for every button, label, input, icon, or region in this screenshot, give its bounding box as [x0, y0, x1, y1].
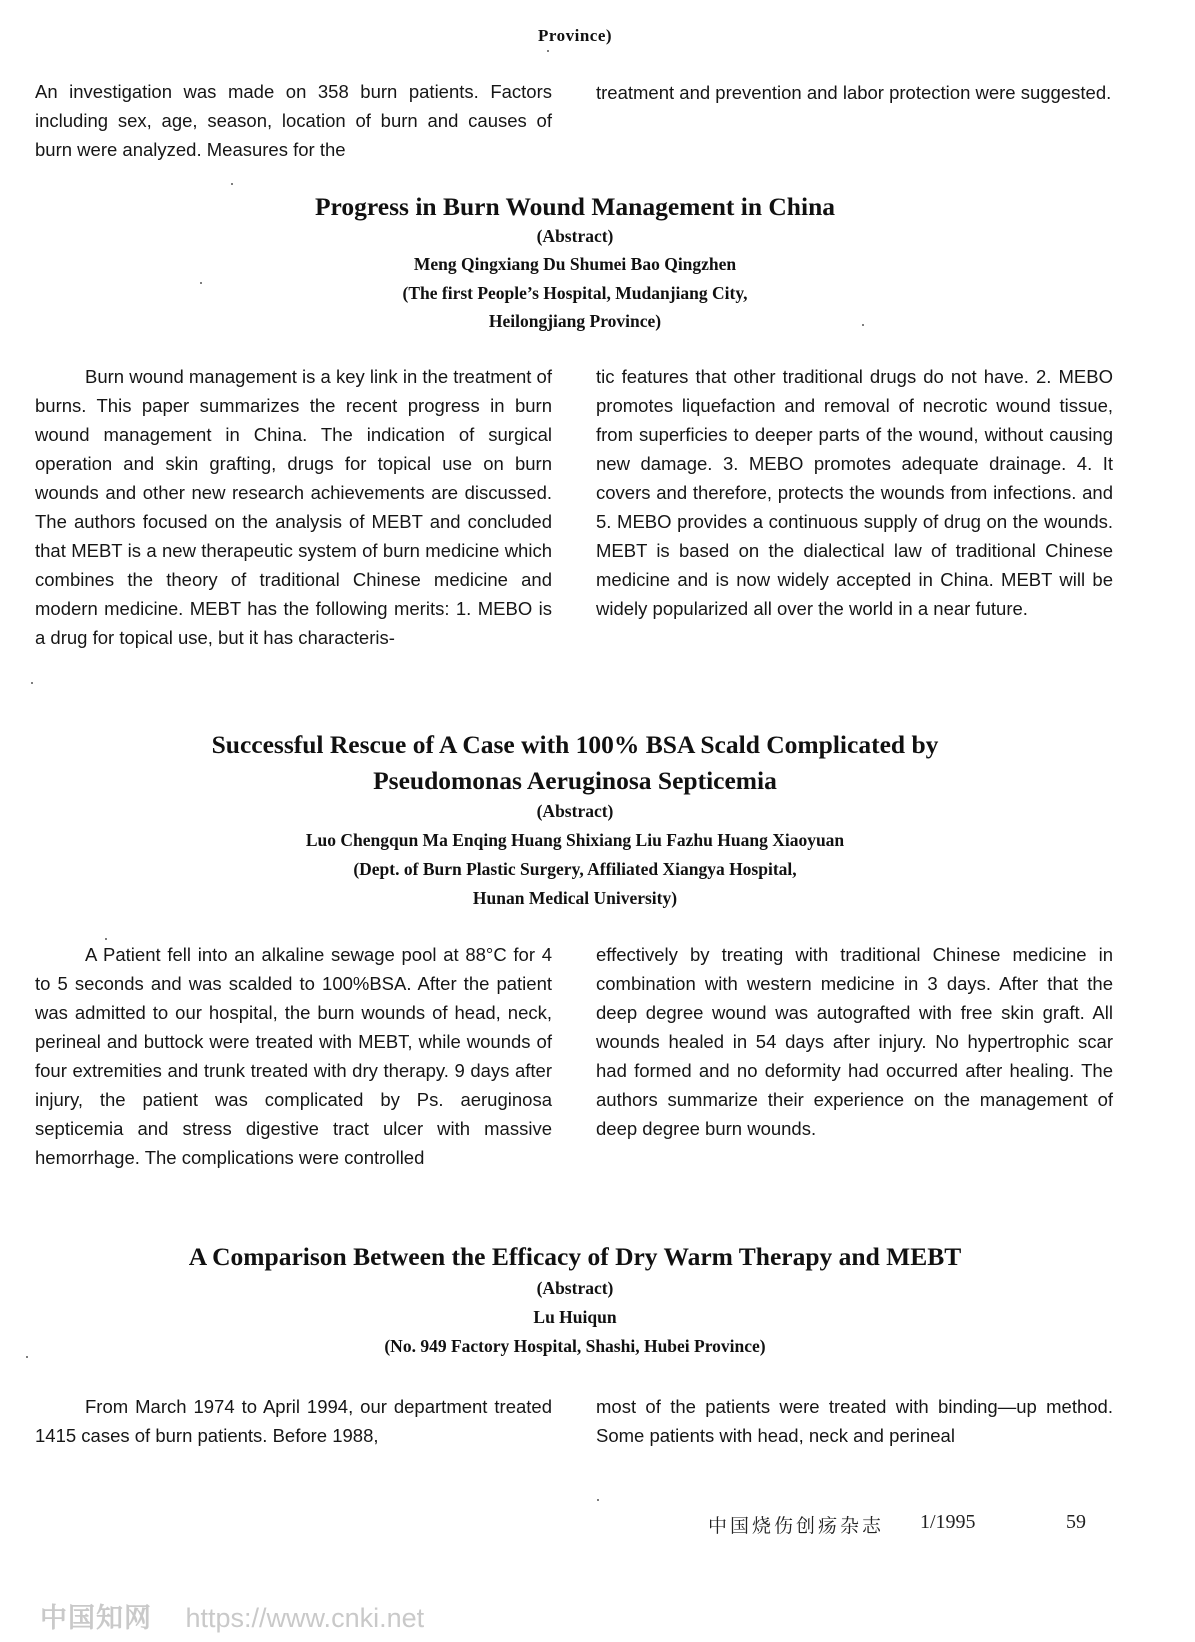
footer-page-number: 59: [1066, 1511, 1086, 1533]
article-2-abstract-right-column: effectively by treating with traditional Chinese medicine in combination with western medicine in 3 days. After that the deep degree wound was autografted with free skin graft. All wounds healed in 54 days after injury. No hypertrophic scar had formed and no deformity had occurred after healing. The authors summarize their experience on the management of deep degree burn wounds.: [596, 944, 1113, 1139]
article-1-affiliation-line-2: Heilongjiang Province): [488, 311, 662, 331]
footer-issue: 1/1995: [920, 1511, 976, 1533]
scan-speck: [31, 682, 33, 684]
previous-article-affiliation-tail: Province): [537, 26, 613, 45]
article-2-title-line-2: Pseudomonas Aeruginosa Septicemia: [373, 766, 777, 795]
scan-speck: [105, 938, 107, 940]
article-1-abstract-left-column: Burn wound management is a key link in the treatment of burns. This paper summarizes the recent progress in burn wound management in China. The indication of surgical operation and skin grafting, drugs for topical use on burn wounds and other new research achievements are discussed. The authors focused on the analysis of MEBT and concluded that MEBT is a new therapeutic system of burn medicine which combines the theory of traditional Chinese medicine and modern medicine. MEBT has the following merits: 1. MEBO is a drug for topical use, but it has characteris-: [35, 366, 552, 648]
article-3-title: A Comparison Between the Efficacy of Dry Warm Therapy and MEBT: [188, 1242, 962, 1271]
article-2-abstract-label: (Abstract): [536, 801, 614, 821]
article-1-abstract-label: (Abstract): [536, 226, 614, 246]
watermark-logo: 中国知网: [40, 1603, 152, 1634]
watermark-url: https://www.cnki.net: [185, 1603, 425, 1633]
article-1-abstract-right-column: tic features that other traditional drugs do not have. 2. MEBO promotes liquefaction and removal of necrotic wound tissue, from superficies to deeper parts of the wound, without causing new damage. 3. MEBO promotes adequate drainage. 4. It covers and therefore, protects the wounds from infections. and 5. MEBO provides a continuous supply of drug on the wounds. MEBT is based on the dialectical law of traditional Chinese medicine and is now widely accepted in China. MEBT will be widely popularized all over the world in a near future.: [596, 366, 1113, 619]
article-2-abstract-left-column: A Patient fell into an alkaline sewage pool at 88°C for 4 to 5 seconds and was scalded to 100%BSA. After the patient was admitted to our hospital, the burn wounds of head, neck, perineal and buttock were treated with MEBT, while wounds of four extremities and trunk treated with dry therapy. 9 days after injury, the patient was complicated by Ps. aeruginosa septicemia and stress digestive tract ulcer with massive hemorrhage. The complications were controlled: [35, 944, 552, 1168]
article-3-abstract-left-column: From March 1974 to April 1994, our department treated 1415 cases of burn patients. Before 1988,: [35, 1396, 552, 1446]
article-2-authors: Luo Chengqun Ma Enqing Huang Shixiang Liu Fazhu Huang Xiaoyuan: [305, 830, 845, 850]
footer-journal-name: 中国烧伤创疡杂志: [708, 1515, 885, 1537]
article-3-affiliation: (No. 949 Factory Hospital, Shashi, Hubei Province): [384, 1336, 766, 1356]
article-3-authors: Lu Huiqun: [533, 1307, 617, 1327]
article-1-title: Progress in Burn Wound Management in China: [314, 192, 836, 221]
article-2-affiliation-line-1: (Dept. of Burn Plastic Surgery, Affiliated Xiangya Hospital,: [353, 859, 797, 879]
scan-speck: [547, 50, 549, 52]
scan-speck: [200, 282, 202, 284]
scan-speck: [26, 1356, 28, 1358]
previous-abstract-right-column: treatment and prevention and labor protection were suggested.: [596, 82, 1112, 103]
article-2-affiliation-line-2: Hunan Medical University): [472, 888, 678, 908]
scan-speck: [231, 183, 233, 185]
scan-speck: [597, 1499, 599, 1501]
article-1-authors: Meng Qingxiang Du Shumei Bao Qingzhen: [413, 254, 737, 274]
previous-abstract-left-column: An investigation was made on 358 burn patients. Factors including sex, age, season, location of burn and causes of burn were analyzed. Measures for the: [35, 81, 552, 160]
article-1-affiliation-line-1: (The first People’s Hospital, Mudanjiang City,: [402, 283, 748, 303]
article-2-title-line-1: Successful Rescue of A Case with 100% BSA Scald Complicated by: [211, 730, 939, 759]
watermark: [40, 1596, 424, 1635]
article-3-abstract-label: (Abstract): [536, 1278, 614, 1298]
article-3-abstract-right-column: most of the patients were treated with binding—up method. Some patients with head, neck and perineal: [596, 1396, 1113, 1446]
scan-speck: [862, 324, 864, 326]
